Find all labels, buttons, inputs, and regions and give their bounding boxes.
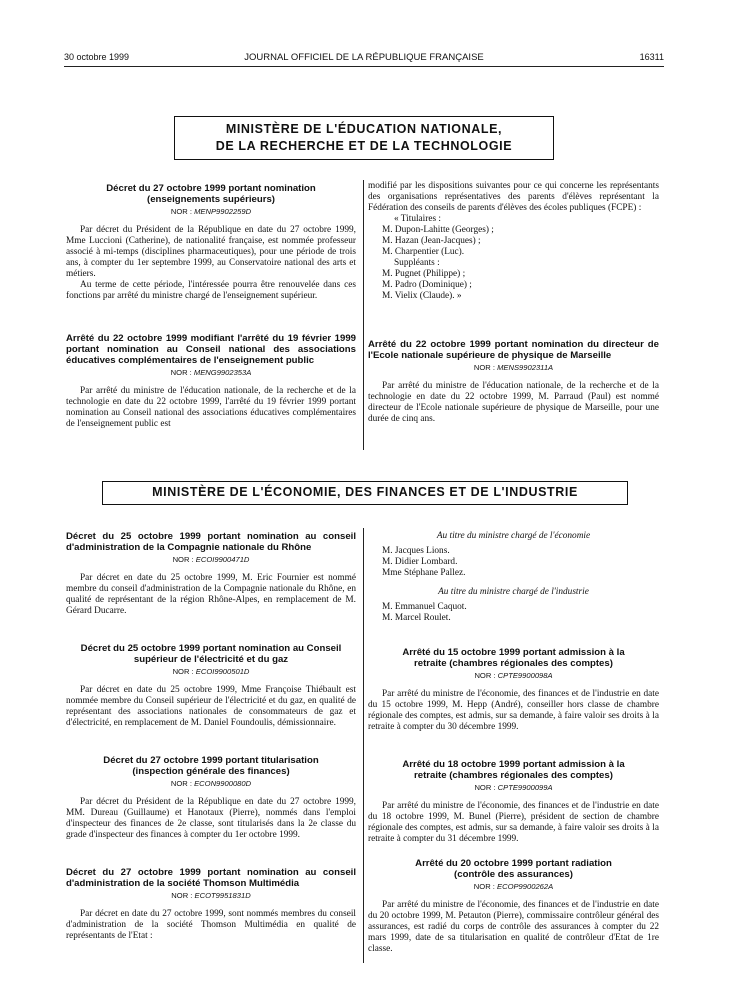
list-item: M. Charpentier (Luc). — [382, 247, 465, 257]
nor-reference: NOR : ECOT9951831D — [171, 891, 251, 900]
suppleants-label: Suppléants : — [394, 258, 440, 268]
list-item: M. Jacques Lions. — [382, 546, 450, 556]
list-item: M. Marcel Roulet. — [382, 613, 451, 623]
nor-reference: NOR : ECON9900080D — [170, 779, 252, 788]
article-paragraph: Par arrêté du ministre de l'économie, des finances et de l'industrie en date du 15 octobre 1999, M. Hepp (André), conseiller hors classe de chambre régionale des comptes, est admis, sur sa demande, à faire valoir ses droits à la retraite à compter du 30 décembre 1999. — [368, 689, 659, 732]
article-title: Arrêté du 22 octobre 1999 portant nomination du directeur de l'Ecole nationale supérieure de physique de Marseille — [368, 339, 659, 361]
article-paragraph: Par arrêté du ministre de l'économie, des finances et de l'industrie en date du 20 octobre 1999, M. Petauton (Pierre), commissaire contrôleur général des assurances, est radié du corps de contrôle des assurances à compter du 22 mars 1999, date de sa titularisation en qualité de contrôleur d'Etat de 1re classe. — [368, 900, 659, 954]
article-decret-cseg — [66, 643, 356, 729]
article-paragraph: Par décret en date du 27 octobre 1999, sont nommés membres du conseil d'administration de la société Thomson Multimédia en qualité de représentants de l'Etat : — [66, 909, 356, 941]
members-list — [368, 546, 659, 579]
article-title: Décret du 25 octobre 1999 portant nomination au Conseil supérieur de l'électricité et du gaz — [80, 643, 342, 665]
nor-reference: NOR : CPTE9900098A — [474, 671, 553, 680]
article-decret-thomson-continued — [368, 531, 659, 624]
list-item: M. Dupon-Lahitte (Georges) ; — [382, 225, 494, 235]
article-paragraph: modifié par les dispositions suivantes pour ce qui concerne les représentants des organisations représentatives des parents d'élèves représentant la Fédération des conseils de parents d'élèves des écoles publiques (FCPE) : — [368, 181, 659, 213]
article-title: Décret du 27 octobre 1999 portant nomination (enseignements supérieurs) — [106, 183, 316, 205]
article-title: Arrêté du 15 octobre 1999 portant admission à la retraite (chambres régionales des comptes) — [402, 647, 625, 669]
article-paragraph: Par décret en date du 25 octobre 1999, M. Eric Fournier est nommé membre du conseil d'administration de la Compagnie nationale du Rhône, en qualité de représentant de la région Rhône-Alpes, en remplacement de M. Gérard Ducarre. — [66, 573, 356, 616]
nor-reference: NOR : MENS9902311A — [473, 363, 554, 372]
article-decret-thomson — [66, 867, 356, 942]
ministry-heading-line: DE LA RECHERCHE ET DE LA TECHNOLOGIE — [215, 139, 513, 153]
header-rule — [64, 66, 664, 67]
ministry-heading-economy — [102, 481, 628, 505]
article-title: Décret du 25 octobre 1999 portant nomination au conseil d'administration de la Compagnie nationale du Rhône — [66, 531, 356, 553]
list-item: M. Pugnet (Philippe) ; — [382, 269, 466, 279]
article-paragraph: Par arrêté du ministre de l'économie, des finances et de l'industrie en date du 18 octobre 1999, M. Bunel (Pierre), président de section de chambre régionale des comptes, est admis, sur sa demande, à faire valoir ses droits à la retraite à compter du 31 décembre 1999. — [368, 801, 659, 844]
subheading-industry: Au titre du ministre chargé de l'industrie — [438, 587, 589, 597]
nor-reference: NOR : MENP9902259D — [170, 207, 252, 216]
article-paragraph: Par décret du Président de la République en date du 27 octobre 1999, Mme Luccioni (Catherine), de nationalité française, est nommée professeur associé à mi-temps (disciplines pharmaceutiques), pour une période de trois ans, à compter du 1er septembre 1999, au Conservatoire national des arts et métiers. — [66, 225, 356, 279]
subheading-economy: Au titre du ministre chargé de l'économie — [436, 531, 591, 541]
nor-reference: NOR : CPTE9900099A — [474, 783, 553, 792]
ministry-heading-line: MINISTÈRE DE L'ÉCONOMIE, DES FINANCES ET DE L'INDUSTRIE — [152, 485, 578, 499]
members-list — [368, 602, 659, 624]
list-item: Mme Stéphane Pallez. — [382, 568, 466, 578]
article-arrete-petauton — [368, 858, 659, 955]
nor-reference: NOR : ECOP9900262A — [473, 882, 554, 891]
list-item: M. Hazan (Jean-Jacques) ; — [382, 236, 481, 246]
article-title: Arrêté du 20 octobre 1999 portant radiation (contrôle des assurances) — [415, 858, 612, 880]
article-paragraph: Par décret en date du 25 octobre 1999, Mme Françoise Thiébault est nommée membre du Conseil supérieur de l'électricité et du gaz, en qualité de représentant des associations nationales de consommateurs de gaz et d'électricité, en remplacement de M. Daniel Foundoulis, démissionnaire. — [66, 685, 356, 728]
page-header — [64, 52, 664, 66]
article-decret-igf — [66, 755, 356, 841]
article-paragraph: Par arrêté du ministre de l'éducation nationale, de la recherche et de la technologie en date du 22 octobre 1999, M. Parraud (Paul) est nommé directeur de l'Ecole nationale supérieure de physique de Marseille, pour une durée de cinq ans. — [368, 381, 659, 424]
article-arrete-cnaecep — [66, 333, 356, 430]
article-decret-cnr — [66, 531, 356, 617]
article-paragraph: Par arrêté du ministre de l'éducation nationale, de la recherche et de la technologie en date du 22 octobre 1999, l'arrêté du 19 février 1999 portant nomination au Conseil national des associations éducatives complémentaires de l'enseignement public est — [66, 386, 356, 429]
page-number: 16311 — [639, 52, 664, 62]
list-item: M. Padro (Dominique) ; — [382, 280, 472, 290]
ministry-heading-education — [174, 116, 554, 160]
article-arrete-bunel — [368, 759, 659, 845]
column-divider — [363, 528, 364, 963]
column-divider — [363, 180, 364, 450]
titulaires-label: « Titulaires : — [394, 214, 442, 224]
article-title: Arrêté du 22 octobre 1999 modifiant l'arrêté du 19 février 1999 portant nomination au Conseil national des associations éducatives complémentaires de l'enseignement public — [66, 333, 356, 366]
article-paragraph: Par décret du Président de la République en date du 27 octobre 1999, MM. Dureau (Guillaume) et Hanotaux (Pierre), nommés dans l'emploi d'inspecteur des finances de 2e classe, sont titularisés dans la 2e classe du grade d'inspecteur des finances à compter du 1er octobre 1999. — [66, 797, 356, 840]
article-arrete-cnaecep-continued — [368, 181, 659, 302]
article-title: Arrêté du 18 octobre 1999 portant admission à la retraite (chambres régionales des comptes) — [402, 759, 625, 781]
nor-reference: NOR : ECOI9900501D — [172, 667, 250, 676]
journal-title: JOURNAL OFFICIEL DE LA RÉPUBLIQUE FRANÇAISE — [244, 52, 484, 63]
suppleants-list — [368, 269, 659, 302]
article-paragraph: Au terme de cette période, l'intéressée pourra être renouvelée dans ces fonctions par arrêté du ministre chargé de l'enseignement supérieur. — [66, 280, 356, 301]
article-arrete-parraud — [368, 339, 659, 425]
nor-reference: NOR : MENG9902353A — [170, 368, 252, 377]
list-item: M. Didier Lombard. — [382, 557, 458, 567]
list-item: M. Emmanuel Caquot. — [382, 602, 467, 612]
article-title: Décret du 27 octobre 1999 portant titularisation (inspection générale des finances) — [103, 755, 319, 777]
article-arrete-hepp — [368, 647, 659, 733]
issue-date: 30 octobre 1999 — [64, 52, 130, 62]
nor-reference: NOR : ECOI9900471D — [172, 555, 250, 564]
article-decret-luccioni — [66, 183, 356, 302]
ministry-heading-line: MINISTÈRE DE L'ÉDUCATION NATIONALE, — [225, 122, 503, 136]
list-item: M. Vielix (Claude). » — [382, 291, 462, 301]
article-title: Décret du 27 octobre 1999 portant nomination au conseil d'administration de la société Thomson Multimédia — [66, 867, 356, 889]
titulaires-list — [368, 225, 659, 258]
